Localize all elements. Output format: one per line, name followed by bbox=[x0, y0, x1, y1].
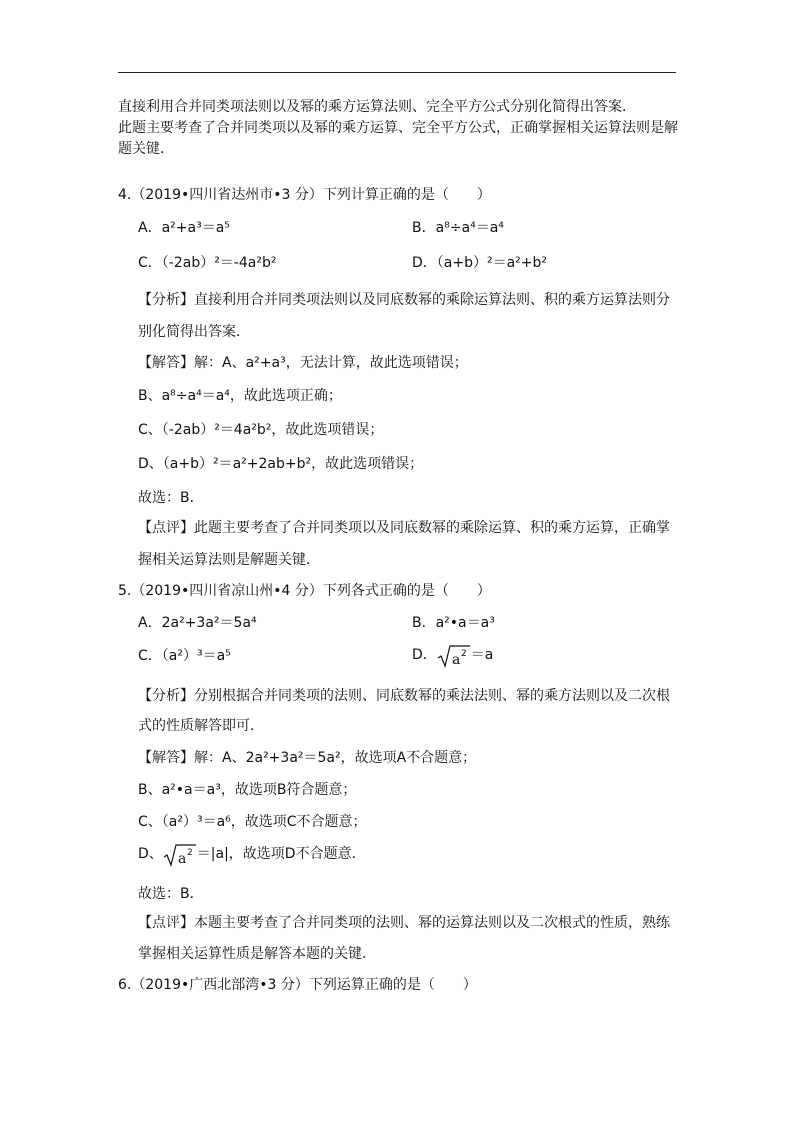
q4-stem: 4.（2019•四川省达州市•3 分）下列计算正确的是（ ） bbox=[118, 187, 491, 203]
q4-comment-line-2: 握相关运算法则是解题关键． bbox=[138, 552, 320, 568]
q4-choice: 故选：B． bbox=[138, 490, 204, 506]
sqrt-symbol bbox=[163, 843, 197, 865]
q4-analysis-line-1: 【分析】直接利用合并同类项法则以及同底数幂的乘除运算法则、积的乘方运算法则分 bbox=[138, 292, 670, 308]
q5-option-b: B．a²•a＝a³ bbox=[412, 615, 495, 631]
q5-comment-line-1: 【点评】本题主要考查了合并同类项的法则、幂的运算法则以及二次根式的性质，熟练 bbox=[138, 915, 670, 931]
q5-comment-line-2: 掌握相关运算性质是解答本题的关键． bbox=[138, 946, 376, 962]
q4-analysis-line-2: 别化简得出答案． bbox=[138, 324, 250, 340]
q5-option-a: A．2a²+3a²＝5a⁴ bbox=[138, 615, 257, 631]
q5-option-d-label: D． bbox=[412, 647, 437, 663]
intro-line-3: 题关键． bbox=[118, 141, 174, 157]
intro-line-2: 此题主要考查了合并同类项以及幂的乘方运算、完全平方公式，正确掌握相关运算法则是解 bbox=[118, 120, 678, 136]
q5-solution-b: B、a²•a＝a³，故选项B符合题意； bbox=[138, 782, 357, 798]
q5-option-d-rest: ＝a bbox=[470, 647, 494, 663]
q5-analysis-line-2: 式的性质解答即可． bbox=[138, 718, 264, 734]
q6-stem: 6.（2019•广西北部湾•3 分）下列运算正确的是（ ） bbox=[118, 977, 477, 993]
q5-option-d-exponent: 2 bbox=[460, 649, 467, 659]
q5-option-c: C．（a²）³＝a⁵ bbox=[138, 648, 231, 664]
q4-solution-a: 【解答】解：A、a²+a³，无法计算，故此选项错误； bbox=[138, 355, 468, 371]
q4-option-d: D．（a+b）²＝a²+b² bbox=[412, 255, 548, 271]
q5-solution-d-exponent: 2 bbox=[186, 848, 193, 858]
q5-choice: 故选：B． bbox=[138, 886, 204, 902]
q5-solution-c: C、（a²）³＝a⁶，故选项C不合题意； bbox=[138, 814, 367, 830]
header-rule bbox=[118, 72, 676, 73]
q5-analysis-line-1: 【分析】分别根据合并同类项的法则、同底数幂的乘法法则、幂的乘方法则以及二次根 bbox=[138, 688, 670, 704]
q5-stem: 5.（2019•四川省凉山州•4 分）下列各式正确的是（ ） bbox=[118, 583, 491, 599]
q5-solution-d bbox=[138, 843, 366, 865]
q5-option-d bbox=[412, 644, 493, 666]
q5-solution-a: 【解答】解：A、2a²+3a²＝5a²，故选项A不合题意； bbox=[138, 750, 477, 766]
q4-comment-line-1: 【点评】此题主要考查了合并同类项以及同底数幂的乘除运算、积的乘方运算，正确掌 bbox=[138, 520, 670, 536]
q5-solution-d-rest: ＝|a|，故选项D不合题意． bbox=[196, 846, 366, 862]
q4-option-a: A．a²+a³＝a⁵ bbox=[138, 220, 230, 236]
q4-solution-d: D、（a+b）²＝a²+2ab+b²，故此选项错误； bbox=[138, 456, 424, 472]
q5-solution-d-radicand: a bbox=[177, 851, 187, 867]
q4-solution-c: C、（-2ab）²＝4a²b²，故此选项错误； bbox=[138, 422, 384, 438]
q4-option-b: B．a⁸÷a⁴＝a⁴ bbox=[412, 220, 504, 236]
q4-option-c: C．（-2ab）²＝-4a²b² bbox=[138, 255, 277, 271]
sqrt-symbol bbox=[437, 644, 471, 666]
q4-solution-b: B、a⁸÷a⁴＝a⁴，故此选项正确； bbox=[138, 388, 342, 404]
intro-line-1: 直接利用合并同类项法则以及幂的乘方运算法则、完全平方公式分别化简得出答案． bbox=[118, 99, 636, 115]
q5-option-d-radicand: a bbox=[451, 652, 461, 668]
q5-solution-d-prefix: D、 bbox=[138, 846, 163, 862]
